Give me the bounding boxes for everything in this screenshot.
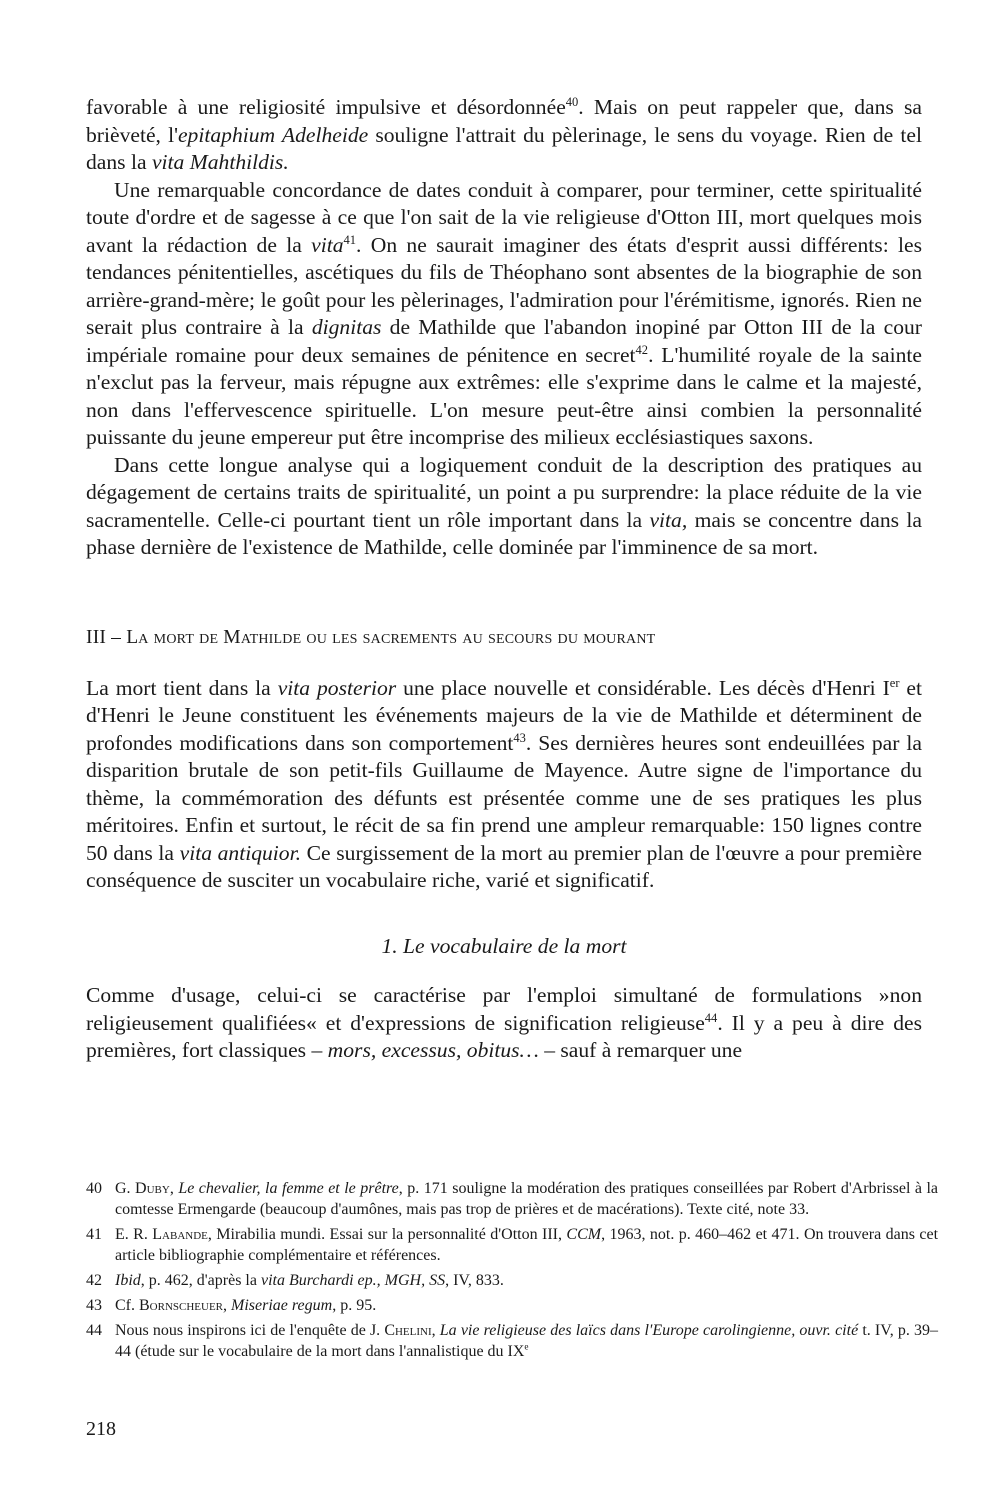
footnote-40: 40 G. Duby, Le chevalier, la femme et le prêtre, p. 171 souligne la modération des pratiques conseillées par Robert d'Arbrissel à la comtesse Ermengarde (beaucoup d'aumônes, mais pas trop de prières et de macérations). Texte cité, note 33. bbox=[86, 1180, 939, 1218]
footnote-41: 41 E. R. Labande, Mirabilia mundi. Essai sur la personnalité d'Otton III, CCM, 1963, not. p. 460–462 et 471. On trouvera dans cet article bibliographie complémentaire et références. bbox=[86, 1226, 939, 1264]
paragraph-1: favorable à une religiosité impulsive et désordonnée$^{40}$. Mais on peut rappeler que, dans sa brièveté, l'epitaphium Adelheide souligne l'attrait du pèlerinage, le sens du voyage. Rien de tel dans la vita Mahthildis. bbox=[86, 94, 922, 174]
footnote-ref-44[interactable]: 44 bbox=[704, 1010, 718, 1025]
section-heading: III – La mort de Mathilde ou les sacrements au secours du mourant bbox=[86, 626, 656, 648]
footnote-44: 44 Nous nous inspirons ici de l'enquête de J. Chelini, La vie religieuse des laïcs dans l'Europe carolingienne, ouvr. cité t. IV, p. 39–44 (étude sur le vocabulaire de la mort dans l'annalistique du IXe bbox=[86, 1322, 938, 1360]
footnote-ref-41[interactable]: 41 bbox=[343, 232, 357, 247]
sub-paragraph: Comme d'usage, celui-ci se caractérise par l'emploi simultané de formulations »non religieusement qualifiées« et d'expressions de signification religieuse$^{44}$. Il y a peu à dire des premières, fort classiques – mors, excessus, obitus… – sauf à remarquer une bbox=[86, 983, 922, 1062]
paragraph-2: Une remarquable concordance de dates conduit à comparer, pour terminer, cette spiritualité toute d'ordre et de sagesse à ce que l'on sait de la vie religieuse d'Otton III, mort quelques mois avant la rédaction de la vita$^{41}$. On ne saurait imaginer des états d'esprit aussi différents: les tendances pénitentielles, ascétiques du fils de Théophano sont absentes de la biographie de son arrière-grand-mère; le goût pour les pèlerinages, l'admiration pour l'érémitisme, ignorés. Rien ne serait plus contraire à la dignitas de Mathilde que l'abandon inopiné par Otton III de la cour impériale romaine pour deux semaines de pénitence en secret$^{42}$. L'humilité royale de la sainte n'exclut pas la ferveur, mais répugne aux extrêmes: elle s'exprime dans le calme et la majesté, non dans l'effervescence spirituelle. L'on mesure peut-être ainsi combien la personnalité puissante du jeune empereur put être incomprise des milieux ecclésiastiques saxons. bbox=[86, 177, 922, 449]
section-paragraph: La mort tient dans la vita posterior une place nouvelle et considérable. Les décès d'Henri Ier et d'Henri le Jeune constituent les événements majeurs de la vie de Mathilde et déterminent de profondes modifications dans son comportement$^{43}$. Ses dernières heures sont endeuillées par la disparition brutale de son petit-fils Guillaume de Mayence. Autre signe de l'importance du thème, la commémoration des défunts est présentée comme une de ses pratiques les plus méritoires. Enfin et surtout, le récit de sa fin prend une ampleur remarquable: 150 lignes contre 50 dans la vita antiquior. Ce surgissement de la mort au premier plan de l'œuvre a pour première conséquence de susciter un vocabulaire riche, varié et significatif. bbox=[86, 675, 922, 892]
footnote-42: 42 Ibid, p. 462, d'après la vita Burchardi ep., MGH, SS, IV, 833. bbox=[86, 1272, 504, 1289]
footnote-43: 43 Cf. Bornscheuer, Miseriae regum, p. 95. bbox=[86, 1297, 377, 1314]
footnote-ref-43[interactable]: 43 bbox=[513, 730, 526, 745]
footnote-ref-42[interactable]: 42 bbox=[635, 342, 649, 357]
paragraph-3: Dans cette longue analyse qui a logiquement conduit de la description des pratiques au dégagement de certains traits de spiritualité, un point a pu surprendre: la place réduite de la vie sacramentelle. Celle-ci pourtant tient un rôle important dans la vita, mais se concentre dans la phase dernière de l'existence de Mathilde, celle dominée par l'imminence de sa mort. bbox=[86, 452, 922, 559]
footnotes bbox=[86, 1178, 938, 1366]
subheading: 1. Le vocabulaire de la mort bbox=[381, 933, 627, 958]
body-text bbox=[86, 94, 922, 1065]
page-number: 218 bbox=[86, 1418, 116, 1440]
footnote-ref-40[interactable]: 40 bbox=[565, 94, 579, 109]
